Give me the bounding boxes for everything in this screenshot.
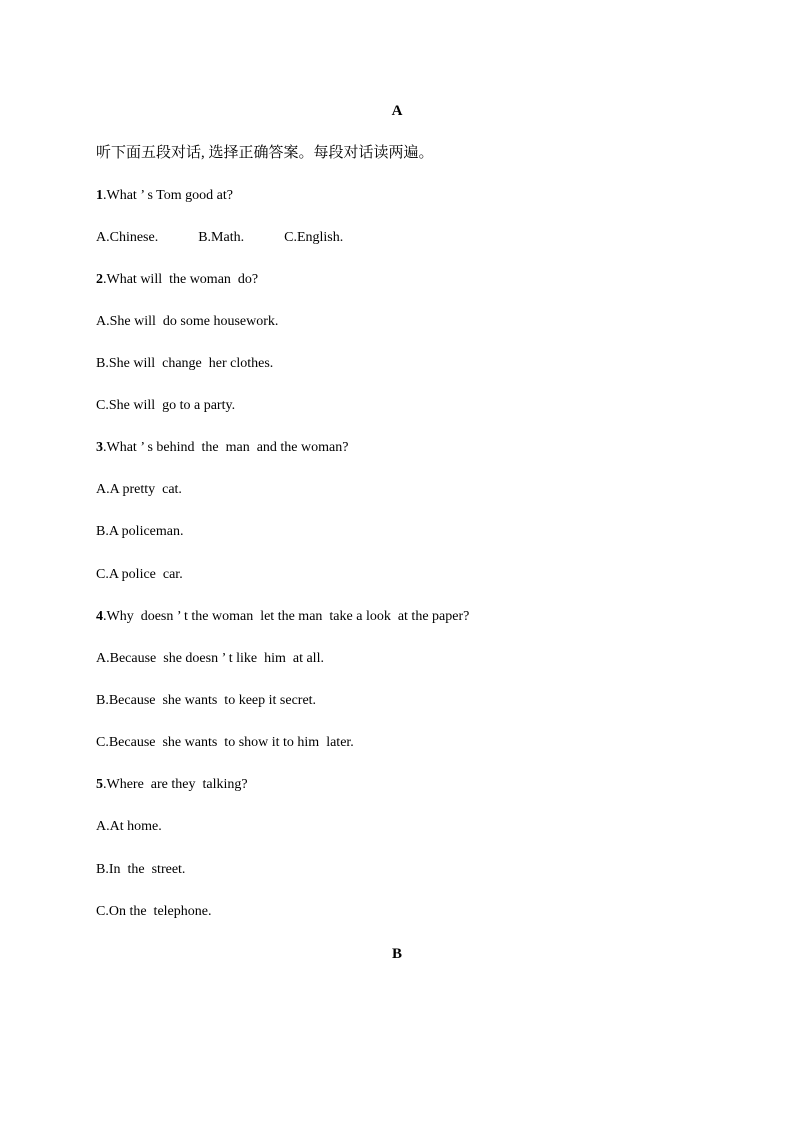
option-b: B.She will change her clothes.: [96, 356, 274, 371]
option-c: C.She will go to a party.: [96, 398, 236, 413]
section-b-heading: B: [391, 946, 402, 962]
question-number: 3: [96, 440, 103, 455]
option-a: A.A pretty cat.: [96, 482, 182, 497]
question-2: [96, 271, 258, 289]
question-1-options: [96, 229, 343, 247]
option-b: B.A policeman.: [96, 524, 184, 539]
question-text: .Where are they talking?: [103, 777, 248, 792]
question-text: .What ’ s Tom good at?: [103, 188, 233, 203]
instruction-text: 听下面五段对话, 选择正确答案。每段对话读两遍。: [96, 145, 434, 161]
option-a: A.She will do some housework.: [96, 314, 279, 329]
option-c: C.English.: [284, 230, 344, 245]
question-number: 5: [96, 777, 103, 792]
question-4: [96, 608, 469, 626]
option-a: A.Because she doesn ’ t like him at all.: [96, 651, 324, 666]
option-b: B.Because she wants to keep it secret.: [96, 693, 317, 708]
question-text: .What will the woman do?: [103, 272, 259, 287]
question-5: [96, 776, 248, 794]
option-a: A.Chinese.: [96, 230, 159, 245]
question-text: .What ’ s behind the man and the woman?: [103, 440, 349, 455]
option-c: C.A police car.: [96, 567, 183, 582]
option-c: C.Because she wants to show it to him later.: [96, 735, 354, 750]
question-number: 2: [96, 272, 103, 287]
section-a-heading: A: [391, 103, 403, 119]
question-3: [96, 439, 348, 457]
option-c: C.On the telephone.: [96, 904, 212, 919]
question-1: [96, 187, 233, 205]
option-a: A.At home.: [96, 819, 162, 834]
option-b: B.Math.: [198, 230, 245, 245]
question-text: .Why doesn ’ t the woman let the man take a look at the paper?: [103, 609, 470, 624]
question-number: 4: [96, 609, 103, 624]
question-number: 1: [96, 188, 103, 203]
option-b: B.In the street.: [96, 862, 186, 877]
